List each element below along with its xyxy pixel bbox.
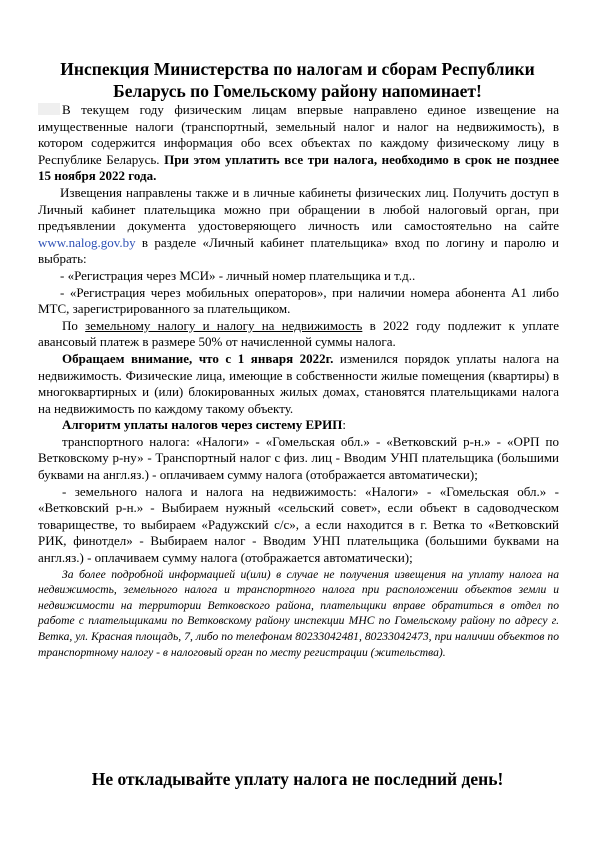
paragraph-personal-cabinet-text-end: в разделе «Личный кабинет плательщика» вход по логину и паролю и выбрать: <box>38 234 559 267</box>
footer-reminder: Не откладывайте уплату налога не последний день! <box>91 769 504 789</box>
attention-text: изменился порядок уплаты налога на недвижимость. Физические лица, имеющие в собственности жилые помещения (квартиры) в многоквартирных и (или) блокированных жилых домах, становятся плательщиками налога на недвижимость по каждому такому объекту. <box>38 350 559 416</box>
highlight-mark <box>38 103 60 115</box>
paragraph-single-notice-text: В текущем году физическим лицам впервые направлено единое извещение на имущественные налоги (транспортный, земельный налог и налог на недвижимость), в котором содержится информация обо всех объектах по каждому физическому лицу в Республике Беларусь. <box>38 102 559 167</box>
erip-transport-tax: транспортного налога: «Налоги» - «Гомельская обл.» - «Ветковский р-н.» - «ОРП по Ветковскому р-ну» - Транспортный налог с физ. лиц - Вводим УНП плательщика (большими буквами на англ.яз.) - оплачиваем сумму налога (отображается автоматически); <box>38 433 559 483</box>
erip-heading-colon: : <box>342 417 346 433</box>
payment-deadline: При этом уплатить все три налога, необходимо в срок не позднее 15 ноября 2022 года. <box>38 151 559 184</box>
notice-body <box>38 102 559 660</box>
paragraph-single-notice <box>38 102 559 185</box>
erip-heading-text: Алгоритм уплаты налогов через систему ЕРИП <box>62 417 343 433</box>
paragraph-personal-cabinet <box>38 185 559 268</box>
paragraph-attention <box>38 351 559 417</box>
paragraph-personal-cabinet-text: Извещения направлены также и в личные кабинеты физических лиц. Получить доступ в Личный кабинет плательщика можно при обращении в любой налоговый орган, при предъявлении документа удостоверяющего личность или самостоятельно на сайте <box>38 184 559 234</box>
advance-payment-post: в 2022 году подлежит к уплате авансовый платеж в размере 50% от начисленной суммы налога. <box>38 317 559 350</box>
erip-algorithm-heading <box>38 417 559 434</box>
contact-information: За более подробной информацией и(или) в случае не получения извещения на уплату налога на недвижимость, земельного налога и транспортного налога при расположении объектов земли и недвижимости на территории Ветковского района, плательщики вправе обратиться в отдел по работе с плательщиками по Ветковскому району инспекции МНС по Гомельскому району по адресу г. Ветка, ул. Красная площадь, 7, либо по телефонам 80233042481, 80233042473, при наличии объектов по транспортному налогу - в налоговый орган по месту регистрации (жительства). <box>38 567 559 659</box>
advance-payment-pre: По <box>62 317 86 333</box>
page-title: Инспекция Министерства по налогам и сборам Республики Беларусь по Гомельскому району напоминает! <box>60 59 535 101</box>
paragraph-advance-payment <box>38 318 559 351</box>
nalog-site-link[interactable]: www.nalog.gov.by <box>38 234 136 250</box>
erip-land-real-estate-tax: - земельного налога и налога на недвижимость: «Налоги» - «Гомельская обл.» - «Ветковский р-н.» - Выбираем нужный «сельский совет», если объект в садоводческом товариществе, то выбираем «Радужский с/с», а если находится в г. Ветка то «Ветковский РИК, финотдел» - Выбираем налог - Вводим УНП плательщика (большими буквами на англ.яз.) - оплачиваем сумму налога (отображается автоматически); <box>38 483 559 566</box>
bullet-mobile: - «Регистрация через мобильных операторов», при наличии номера абонента А1 либо МТС, зарегистрированного за плательщиком. <box>38 284 559 317</box>
attention-heading: Обращаем внимание, что с 1 января 2022г. <box>62 350 334 366</box>
bullet-msi: - «Регистрация через МСИ» - личный номер плательщика и т.д.. <box>60 267 416 283</box>
land-and-real-estate-tax: земельному налогу и налогу на недвижимость <box>85 317 363 333</box>
